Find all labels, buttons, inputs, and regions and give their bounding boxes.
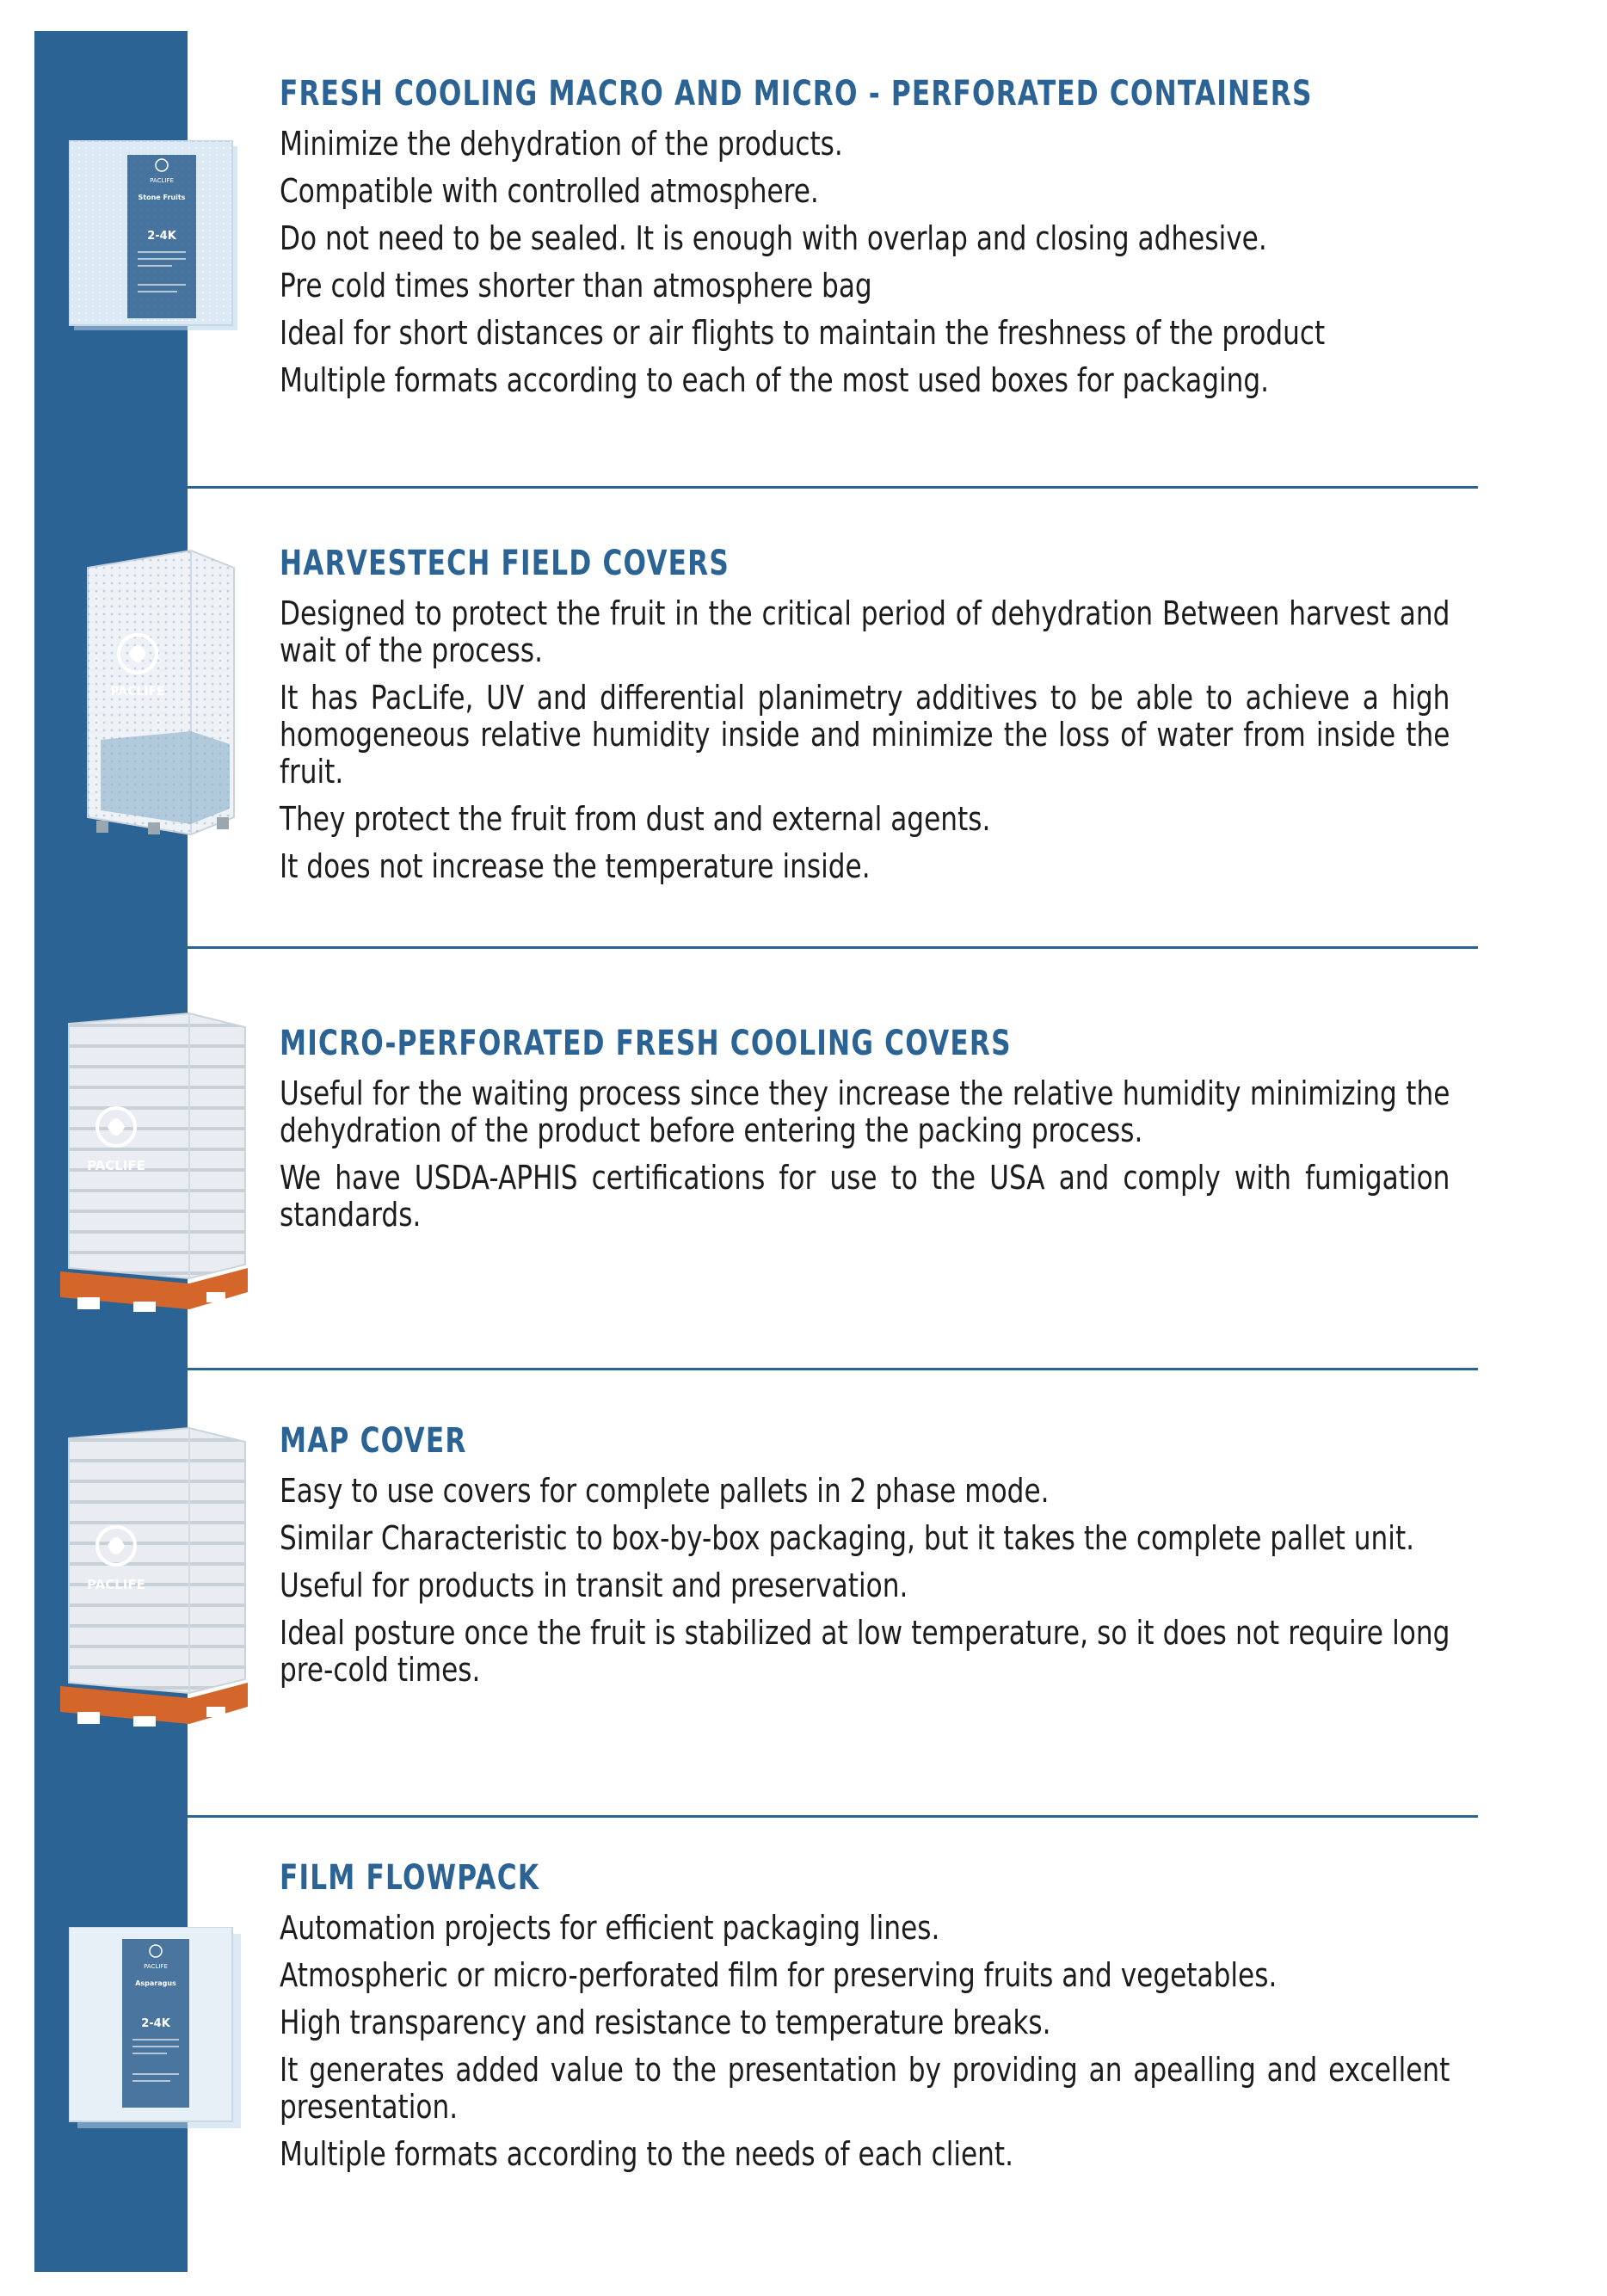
- section-divider: [188, 1368, 1478, 1370]
- section-divider: [188, 486, 1478, 489]
- list-item: Similar Characteristic to box-by-box packaging, but it takes the complete pallet unit.: [280, 1519, 1415, 1557]
- flowpack-bag-image: [69, 1927, 245, 2137]
- list-item: They protect the fruit from dust and external agents.: [280, 800, 991, 838]
- list-item: Ideal posture once the fruit is stabilized at low temperature, so it does not require long pre-cold times.: [280, 1614, 1450, 1689]
- list-item: Compatible with controlled atmosphere.: [280, 172, 819, 210]
- section-title: HARVESTECH FIELD COVERS: [280, 544, 730, 583]
- list-item: Useful for the waiting process since they increase the relative humidity minimizing the dehydration of the product before entering the packing process.: [280, 1074, 1450, 1149]
- section-items: [280, 1910, 1450, 2183]
- bag-temperature: 2-4K: [141, 2017, 170, 2030]
- cover-brand: PACLIFE: [87, 1158, 145, 1173]
- section-items: [280, 126, 1450, 409]
- section-title: MAP COVER: [280, 1421, 467, 1461]
- bag-product: Stone Fruits: [138, 194, 186, 201]
- covered-pallet-image: [52, 1421, 249, 1751]
- bag-brand: PACLIFE: [150, 177, 174, 184]
- list-item: Ideal for short distances or air flights to maintain the freshness of the product: [280, 314, 1326, 352]
- list-item: It has PacLife, UV and differential planimetry additives to be able to achieve a high homogeneous relative humidity inside and minimize the loss of water from inside the fruit.: [280, 679, 1450, 791]
- section-title: FRESH COOLING MACRO AND MICRO - PERFORATED CONTAINERS: [280, 74, 1313, 114]
- list-item: Easy to use covers for complete pallets in 2 phase mode.: [280, 1472, 1050, 1510]
- section-divider: [188, 1815, 1478, 1818]
- section-items: [280, 595, 1450, 896]
- list-item: Designed to protect the fruit in the critical period of dehydration Between harvest and wait of the process.: [280, 594, 1450, 669]
- cover-brand: PACLIFE: [110, 685, 165, 699]
- cover-brand: PACLIFE: [87, 1577, 145, 1592]
- section-title: MICRO-PERFORATED FRESH COOLING COVERS: [280, 1024, 1012, 1063]
- list-item: It does not increase the temperature inside.: [280, 847, 871, 885]
- list-item: Pre cold times shorter than atmosphere bag: [280, 267, 872, 305]
- list-item: High transparency and resistance to temperature breaks.: [280, 2004, 1051, 2041]
- list-item: We have USDA-APHIS certifications for use to the USA and comply with fumigation standards.: [280, 1159, 1450, 1234]
- section-items: [280, 1473, 1450, 1699]
- section-items: [280, 1075, 1450, 1244]
- list-item: It generates added value to the presentation by providing an apealling and excellent presentation.: [280, 2051, 1450, 2126]
- bag-brand: PACLIFE: [144, 1963, 168, 1970]
- bag-temperature: 2-4K: [147, 230, 176, 243]
- list-item: Useful for products in transit and preservation.: [280, 1567, 908, 1604]
- list-item: Do not need to be sealed. It is enough with overlap and closing adhesive.: [280, 219, 1267, 257]
- list-item: Atmospheric or micro-perforated film for preserving fruits and vegetables.: [280, 1956, 1278, 1994]
- list-item: Minimize the dehydration of the products.: [280, 125, 843, 163]
- list-item: Multiple formats according to the needs of each client.: [280, 2135, 1014, 2173]
- list-item: Multiple formats according to each of the most used boxes for packaging.: [280, 361, 1270, 399]
- field-cover-bin-image: [62, 533, 243, 864]
- section-divider: [188, 946, 1478, 949]
- list-item: Automation projects for efficient packaging lines.: [280, 1909, 940, 1947]
- perforated-bag-image: [69, 138, 241, 339]
- covered-pallet-image: [52, 1006, 249, 1337]
- section-title: FILM FLOWPACK: [280, 1858, 540, 1898]
- bag-product: Asparagus: [135, 1979, 176, 1987]
